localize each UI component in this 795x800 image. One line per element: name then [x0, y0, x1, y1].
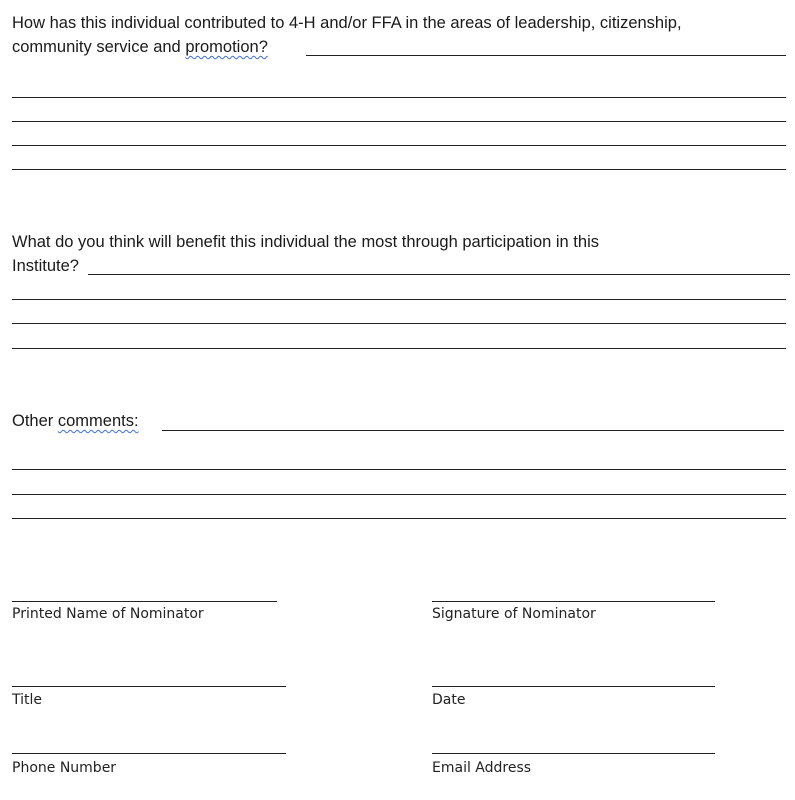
email-address-field[interactable]: [432, 753, 715, 754]
answer-line[interactable]: [162, 430, 784, 431]
phone-number-label: Phone Number: [12, 760, 117, 776]
answer-line[interactable]: [12, 323, 786, 324]
question-1-text-line-2: community service and promotion?: [12, 38, 268, 56]
signature-field[interactable]: [432, 601, 715, 602]
answer-line[interactable]: [12, 299, 786, 300]
answer-line[interactable]: [12, 121, 786, 122]
answer-line[interactable]: [306, 55, 786, 56]
question-1-text: How has this individual contributed to 4-H and/or FFA in the areas of leadership, citizenship,: [12, 14, 682, 32]
question-3-text: Other comments:: [12, 412, 139, 430]
answer-line[interactable]: [12, 169, 786, 170]
spellcheck-flagged-word: comments:: [57, 412, 139, 430]
printed-name-field[interactable]: [12, 601, 277, 602]
title-label: Title: [12, 692, 43, 708]
answer-line[interactable]: [12, 518, 786, 519]
answer-line[interactable]: [12, 494, 786, 495]
answer-line[interactable]: [12, 348, 786, 349]
email-address-label: Email Address: [432, 760, 532, 776]
question-2-text-line-2: Institute?: [12, 257, 79, 275]
answer-line[interactable]: [12, 145, 786, 146]
answer-line[interactable]: [12, 469, 786, 470]
answer-line[interactable]: [88, 274, 790, 275]
phone-number-field[interactable]: [12, 753, 286, 754]
question-2-text: What do you think will benefit this individual the most through participation in this: [12, 233, 599, 251]
answer-line[interactable]: [12, 97, 786, 98]
printed-name-label: Printed Name of Nominator: [12, 606, 204, 622]
title-field[interactable]: [12, 686, 286, 687]
date-field[interactable]: [432, 686, 715, 687]
spellcheck-flagged-word: promotion?: [185, 38, 268, 56]
date-label: Date: [432, 692, 466, 708]
signature-label: Signature of Nominator: [432, 606, 596, 622]
